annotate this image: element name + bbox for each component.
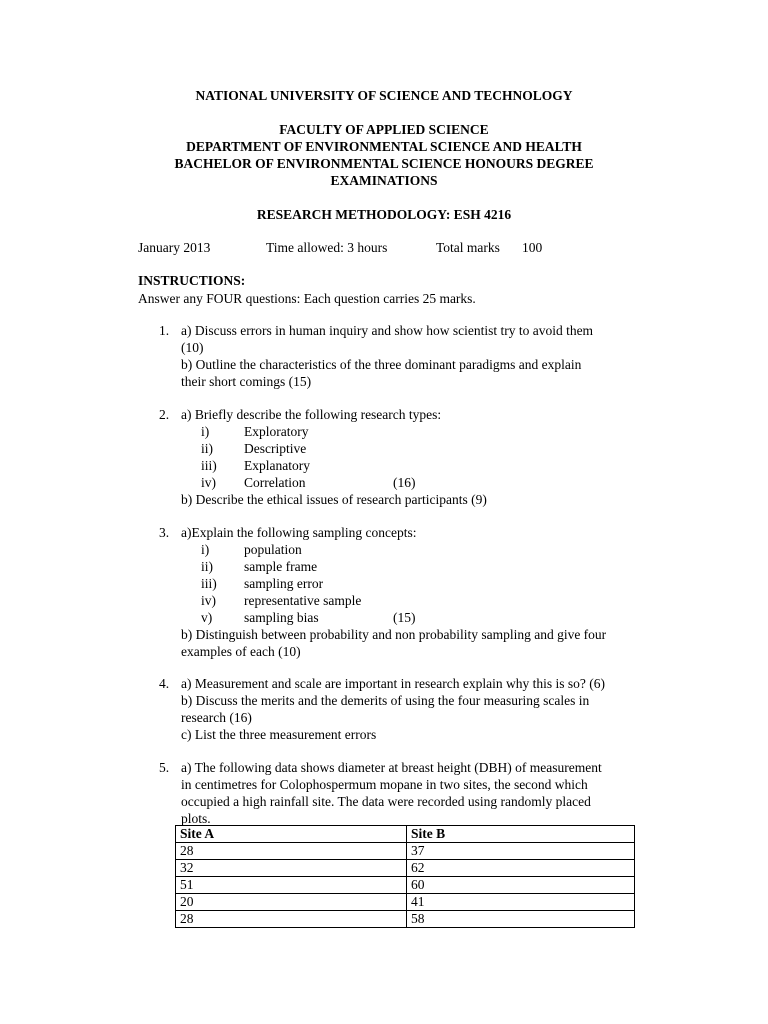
total-marks-label: Total marks [436,240,500,255]
list-item-numeral: iii) [201,458,217,473]
question-line: b) Describe the ethical issues of research participants (9) [181,492,487,507]
list-item-numeral: iv) [201,593,216,608]
list-item-numeral: ii) [201,559,213,574]
list-item: population [244,542,302,557]
question-line: plots. [181,811,211,826]
course-title: RESEARCH METHODOLOGY: ESH 4216 [256,207,512,222]
list-item: Descriptive [244,441,307,456]
question-line: a) Discuss errors in human inquiry and show how scientist try to avoid them [181,323,594,338]
list-item-numeral: i) [201,424,210,439]
question-line: occupied a high rainfall site. The data were recorded using randomly placed [181,794,591,809]
list-item-numeral: iv) [201,475,216,490]
list-item-numeral: v) [201,610,213,625]
table-row [176,860,635,877]
table-cell: 28 [176,911,407,928]
table-row [176,877,635,894]
dbh-data-table [175,825,635,928]
table-cell: 41 [407,894,635,911]
list-item: Correlation [244,475,306,490]
list-item: sampling error [244,576,324,591]
marks-allocation: (15) [393,610,416,625]
question-line: c) List the three measurement errors [181,727,377,742]
list-item-numeral: i) [201,542,210,557]
table-cell: 20 [176,894,407,911]
instructions-text: Answer any FOUR questions: Each question carries 25 marks. [138,291,476,306]
list-item: representative sample [244,593,362,608]
examinations-title: EXAMINATIONS [330,173,438,188]
list-item: Exploratory [244,424,309,439]
list-item-numeral: iii) [201,576,217,591]
column-header-site-b: Site B [407,826,635,843]
time-allowed: Time allowed: 3 hours [266,240,388,255]
question-line: in centimetres for Colophospermum mopane in two sites, the second which [181,777,588,792]
table-cell: 32 [176,860,407,877]
table-cell: 51 [176,877,407,894]
question-line: their short comings (15) [181,374,312,389]
list-item: sample frame [244,559,318,574]
exam-date: January 2013 [138,240,211,255]
university-title: NATIONAL UNIVERSITY OF SCIENCE AND TECHNOLOGY [195,88,573,103]
column-header-site-a: Site A [176,826,407,843]
question-line: examples of each (10) [181,644,301,659]
table-cell: 28 [176,843,407,860]
list-item: Explanatory [244,458,310,473]
table-cell: 60 [407,877,635,894]
question-line: (10) [181,340,204,355]
question-line: a) The following data shows diameter at breast height (DBH) of measurement [181,760,602,775]
question-line: a)Explain the following sampling concepts: [181,525,417,540]
marks-allocation: (16) [393,475,416,490]
question-line: a) Measurement and scale are important in research explain why this is so? (6) [181,676,605,691]
table-cell: 37 [407,843,635,860]
faculty-title: FACULTY OF APPLIED SCIENCE [279,122,489,137]
question-number: 4. [159,676,170,691]
question-line: a) Briefly describe the following research types: [181,407,442,422]
question-number: 5. [159,760,170,775]
instructions-heading: INSTRUCTIONS: [138,273,246,288]
question-number: 2. [159,407,170,422]
list-item: sampling bias [244,610,319,625]
list-item-numeral: ii) [201,441,213,456]
question-line: research (16) [181,710,252,725]
question-line: b) Outline the characteristics of the three dominant paradigms and explain [181,357,582,372]
department-title: DEPARTMENT OF ENVIRONMENTAL SCIENCE AND HEALTH [186,139,582,154]
table-header-row [176,826,635,843]
table-row [176,911,635,928]
question-number: 3. [159,525,170,540]
table-cell: 58 [407,911,635,928]
degree-title: BACHELOR OF ENVIRONMENTAL SCIENCE HONOURS DEGREE [174,156,594,171]
question-number: 1. [159,323,170,338]
total-marks-value: 100 [522,240,543,255]
question-line: b) Discuss the merits and the demerits of using the four measuring scales in [181,693,590,708]
table-row [176,843,635,860]
table-row [176,894,635,911]
table-cell: 62 [407,860,635,877]
question-line: b) Distinguish between probability and non probability sampling and give four [181,627,607,642]
